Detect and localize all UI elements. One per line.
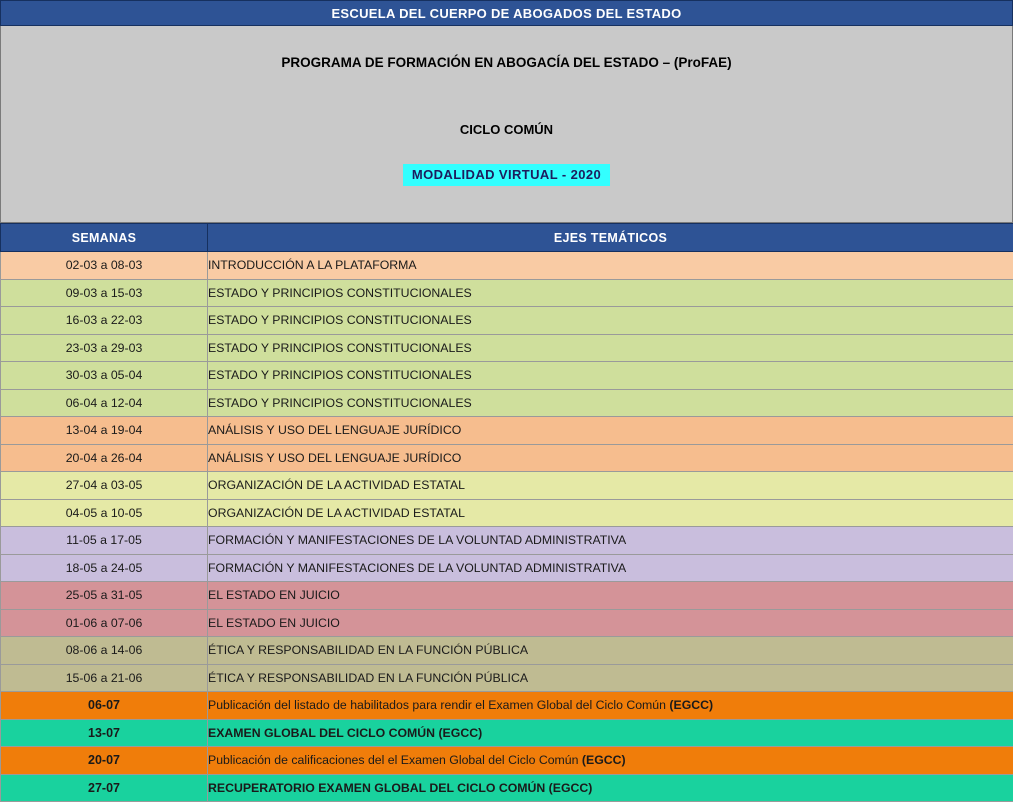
table-row [1, 279, 1013, 307]
table-row [1, 719, 1013, 747]
column-header-topics: EJES TEMÁTICOS [208, 224, 1013, 252]
institution-title: ESCUELA DEL CUERPO DE ABOGADOS DEL ESTADO [331, 6, 681, 21]
table-row [1, 582, 1013, 610]
cell-week: 04-05 a 10-05 [1, 499, 208, 527]
cell-topic: ESTADO Y PRINCIPIOS CONSTITUCIONALES [208, 362, 1013, 390]
cell-topic: ESTADO Y PRINCIPIOS CONSTITUCIONALES [208, 334, 1013, 362]
modality-badge: MODALIDAD VIRTUAL - 2020 [403, 164, 610, 186]
cell-week: 20-07 [1, 747, 208, 775]
cell-topic: EL ESTADO EN JUICIO [208, 582, 1013, 610]
cell-week: 13-07 [1, 719, 208, 747]
table-row [1, 444, 1013, 472]
table-row [1, 389, 1013, 417]
cell-week: 20-04 a 26-04 [1, 444, 208, 472]
table-row [1, 362, 1013, 390]
cell-topic: Publicación del listado de habilitados para rendir el Examen Global del Ciclo Común (EGCC) [208, 692, 1013, 720]
schedule-table [0, 223, 1013, 802]
table-row [1, 307, 1013, 335]
table-row [1, 692, 1013, 720]
cell-week: 11-05 a 17-05 [1, 527, 208, 555]
cell-topic: Publicación de calificaciones del el Examen Global del Ciclo Común (EGCC) [208, 747, 1013, 775]
cell-topic: ESTADO Y PRINCIPIOS CONSTITUCIONALES [208, 307, 1013, 335]
program-title: PROGRAMA DE FORMACIÓN EN ABOGACÍA DEL ESTADO – (ProFAE) [1, 55, 1012, 70]
document-header [0, 26, 1013, 223]
table-row [1, 334, 1013, 362]
table-row [1, 747, 1013, 775]
cell-topic: ANÁLISIS Y USO DEL LENGUAJE JURÍDICO [208, 417, 1013, 445]
modality-row [1, 164, 1012, 186]
cycle-title: CICLO COMÚN [1, 122, 1012, 137]
table-row [1, 554, 1013, 582]
table-row [1, 472, 1013, 500]
cell-week: 06-04 a 12-04 [1, 389, 208, 417]
institution-banner [0, 0, 1013, 26]
table-row [1, 637, 1013, 665]
cell-week: 06-07 [1, 692, 208, 720]
table-row [1, 527, 1013, 555]
column-header-weeks: SEMANAS [1, 224, 208, 252]
table-row [1, 417, 1013, 445]
table-row [1, 609, 1013, 637]
cell-week: 18-05 a 24-05 [1, 554, 208, 582]
cell-topic: FORMACIÓN Y MANIFESTACIONES DE LA VOLUNTAD ADMINISTRATIVA [208, 527, 1013, 555]
cell-week: 25-05 a 31-05 [1, 582, 208, 610]
cell-week: 13-04 a 19-04 [1, 417, 208, 445]
cell-week: 16-03 a 22-03 [1, 307, 208, 335]
cell-week: 02-03 a 08-03 [1, 252, 208, 280]
cell-topic: ÉTICA Y RESPONSABILIDAD EN LA FUNCIÓN PÚBLICA [208, 664, 1013, 692]
cell-week: 27-04 a 03-05 [1, 472, 208, 500]
table-row [1, 499, 1013, 527]
cell-week: 27-07 [1, 774, 208, 802]
table-row [1, 664, 1013, 692]
cell-topic: EXAMEN GLOBAL DEL CICLO COMÚN (EGCC) [208, 719, 1013, 747]
cell-topic: INTRODUCCIÓN A LA PLATAFORMA [208, 252, 1013, 280]
cell-topic: ORGANIZACIÓN DE LA ACTIVIDAD ESTATAL [208, 472, 1013, 500]
cell-topic: ESTADO Y PRINCIPIOS CONSTITUCIONALES [208, 279, 1013, 307]
cell-topic: ORGANIZACIÓN DE LA ACTIVIDAD ESTATAL [208, 499, 1013, 527]
cell-week: 23-03 a 29-03 [1, 334, 208, 362]
cell-week: 08-06 a 14-06 [1, 637, 208, 665]
cell-topic: ÉTICA Y RESPONSABILIDAD EN LA FUNCIÓN PÚBLICA [208, 637, 1013, 665]
cell-topic: EL ESTADO EN JUICIO [208, 609, 1013, 637]
cell-topic: ANÁLISIS Y USO DEL LENGUAJE JURÍDICO [208, 444, 1013, 472]
cell-topic: FORMACIÓN Y MANIFESTACIONES DE LA VOLUNTAD ADMINISTRATIVA [208, 554, 1013, 582]
cell-week: 09-03 a 15-03 [1, 279, 208, 307]
table-header-row [1, 224, 1013, 252]
cell-week: 15-06 a 21-06 [1, 664, 208, 692]
egcc-abbreviation: (EGCC) [669, 698, 713, 712]
cell-topic: ESTADO Y PRINCIPIOS CONSTITUCIONALES [208, 389, 1013, 417]
cell-topic: RECUPERATORIO EXAMEN GLOBAL DEL CICLO COMÚN (EGCC) [208, 774, 1013, 802]
egcc-abbreviation: (EGCC) [582, 753, 626, 767]
table-row [1, 774, 1013, 802]
table-row [1, 252, 1013, 280]
cell-week: 01-06 a 07-06 [1, 609, 208, 637]
cell-week: 30-03 a 05-04 [1, 362, 208, 390]
